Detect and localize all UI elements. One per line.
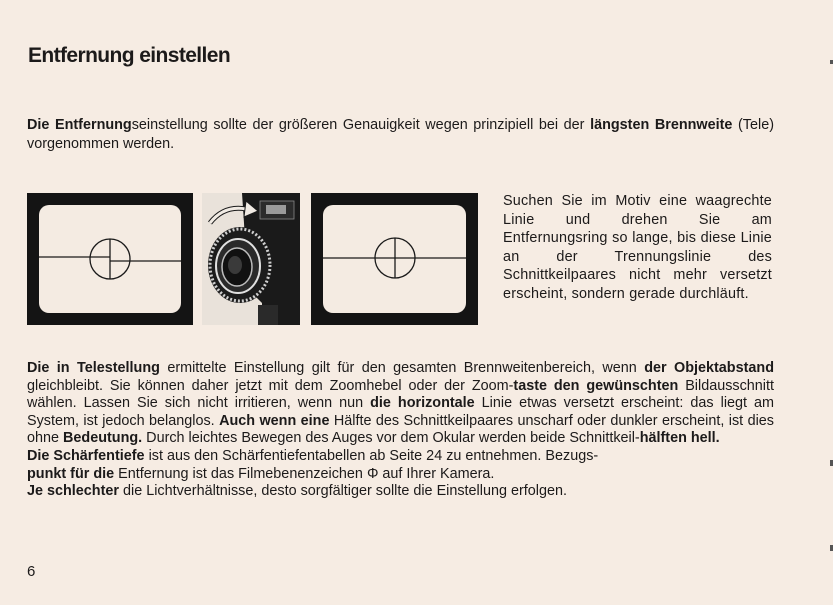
- page-number: 6: [27, 563, 36, 580]
- intro-lead: Die Entfernung: [27, 117, 132, 133]
- viewfinder-offset-figure: [27, 193, 193, 325]
- line-text: ermittelte Einstellung gilt für den gesamten Brennweitenbereich, wenn: [159, 360, 645, 376]
- zoom-lens-focus-ring-icon: [202, 193, 300, 325]
- line-text: Hälfte des Schnittkeilpaares unscharf oder dunkler erscheint, ist dies ohne: [27, 412, 774, 447]
- line-lead: der Objektabstand: [644, 360, 774, 376]
- intro-rest: seinstellung sollte der größeren Genauigkeit wegen prinzipiell bei der: [131, 117, 591, 133]
- p2-text3: auf Ihrer Kamera.: [378, 465, 495, 482]
- main-text: [27, 360, 774, 501]
- p2-lead2: punkt für die: [27, 465, 115, 482]
- line-lead: hälften hell.: [639, 430, 720, 447]
- page-title: Entfernung einstellen: [28, 44, 231, 67]
- line-lead: die horizontale: [370, 395, 475, 412]
- p2-text2: Entfernung ist das Filmebenenzeichen: [114, 465, 367, 482]
- line-text: gleichbleibt. Sie können daher jetzt mit dem Zoomhebel oder der Zoom-: [27, 377, 514, 394]
- line-lead: taste den gewünschten: [513, 377, 679, 394]
- sidebar-instructions: Suchen Sie im Motiv eine waagrechte Linie und drehen Sie am Entfernungsring so lange, bis diese Linie an der Trennungslinie des Schnittkeilpaares nicht mehr versetzt erscheint, sondern gerade durchläuft.: [503, 193, 772, 302]
- split-image-aligned-icon: [311, 193, 478, 325]
- intro-bold2: längsten Brennweite: [590, 117, 733, 133]
- p3-text: die Lichtverhältnisse, desto sorgfältiger sollte die Einstellung erfolgen.: [119, 483, 567, 500]
- line-lead: Die in Telestellung: [27, 360, 160, 376]
- p2-lead: Die Schärfentiefe: [27, 447, 145, 464]
- p2-text: ist aus den Schärfentiefentabellen ab Seite 24 zu entnehmen. Bezugs-: [144, 447, 599, 464]
- film-plane-symbol: Φ: [366, 465, 379, 482]
- intro-paragraph: [27, 116, 774, 154]
- intro-end: (Tele) vorgenommen werden.: [27, 117, 774, 152]
- line-text: Bildausschnitt wählen. Lassen Sie sich nicht irritieren, wenn nun: [27, 377, 774, 412]
- line-lead: Bedeutung.: [63, 430, 143, 447]
- split-image-offset-icon: [27, 193, 193, 325]
- line-text: Linie etwas versetzt erscheint: das liegt am System, ist jedoch belanglos.: [27, 395, 775, 429]
- line-text: Durch leichtes Bewegen des Auges vor dem Okular werden beide Schnittkeil-: [142, 430, 640, 447]
- paragraph-schaerfentiefe: [27, 448, 774, 483]
- viewfinder-aligned-figure: [311, 193, 478, 325]
- camera-lens-figure: [202, 193, 300, 325]
- paragraph-telestellung: [27, 360, 774, 448]
- paragraph-lichtverhaeltnisse: [27, 483, 774, 501]
- line-lead: Auch wenn eine: [219, 412, 330, 429]
- p3-lead: Je schlechter: [27, 483, 119, 500]
